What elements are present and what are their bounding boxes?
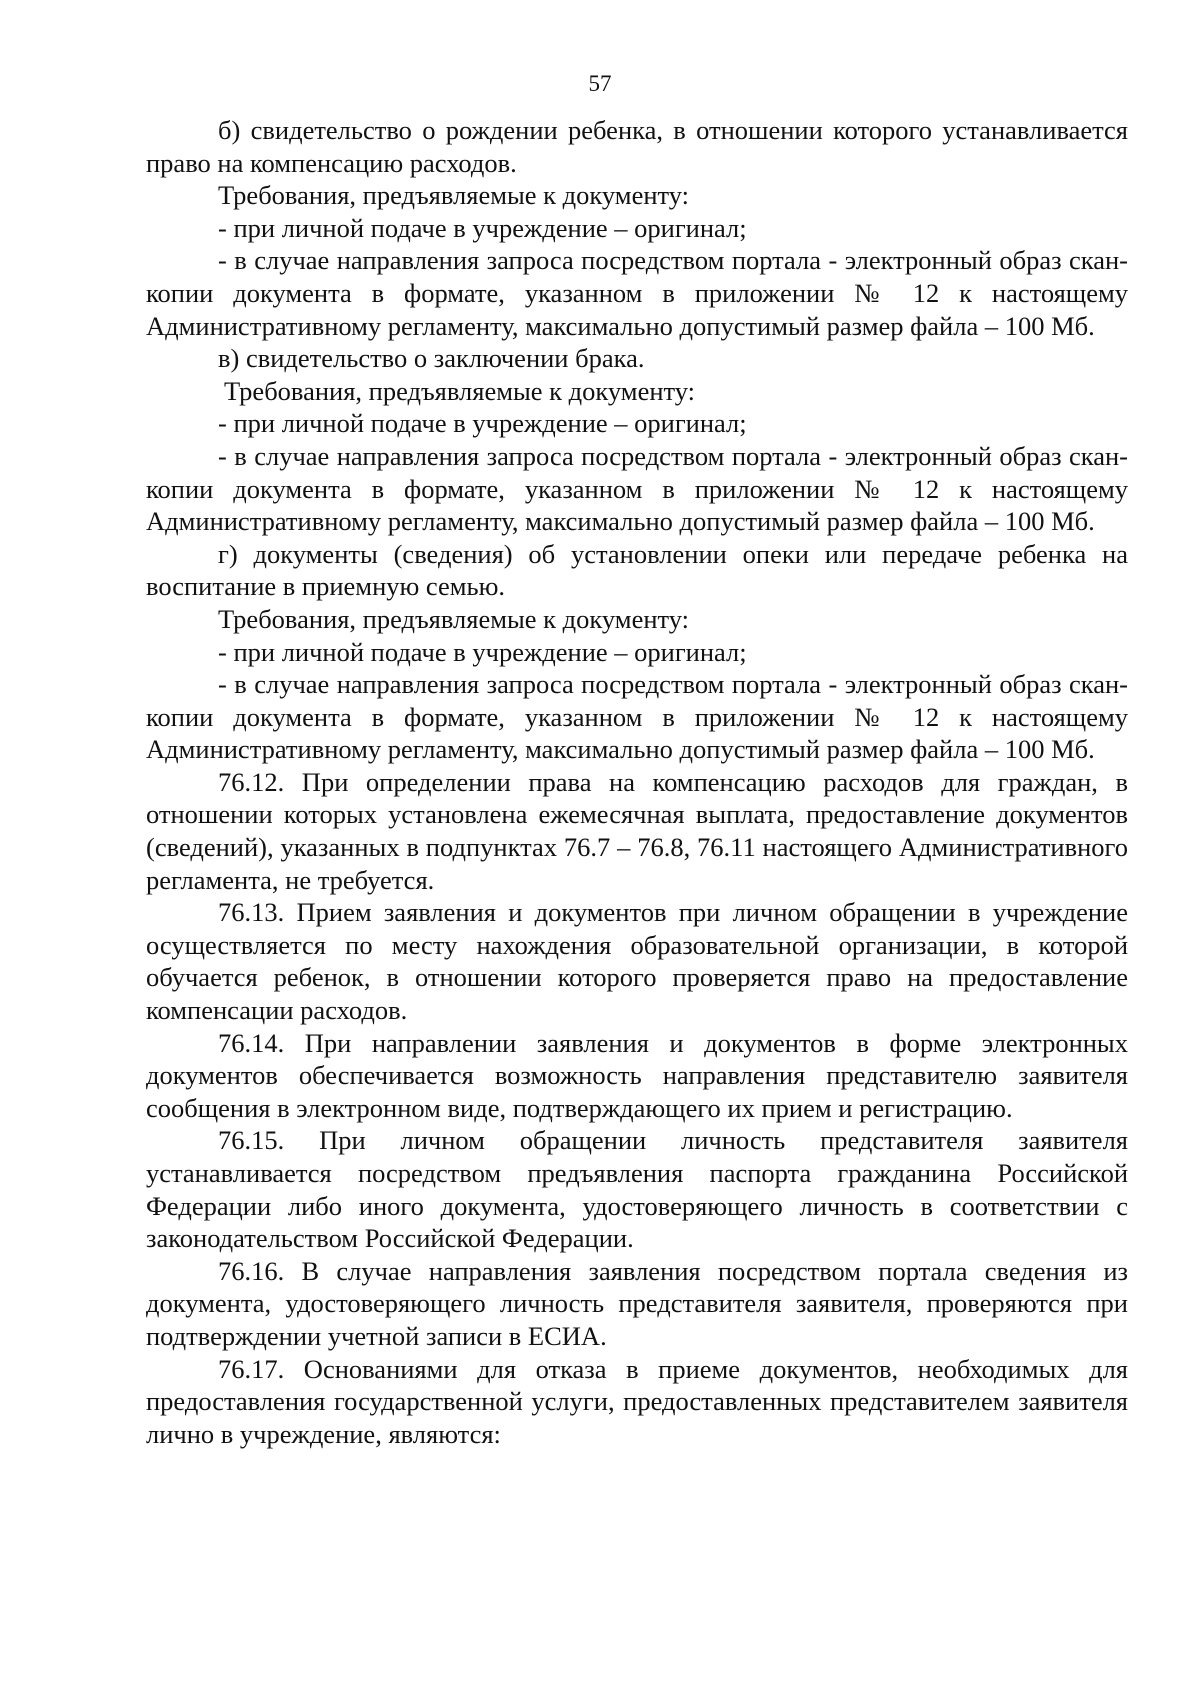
paragraph-15: 76.14. При направлении заявления и документов в форме электронных документов обеспечивается возможность направления представителю заявителя сообщения в электронном виде, подтверждающего их прием и регистрацию.: [146, 1027, 1128, 1123]
paragraph-14: 76.13. Прием заявления и документов при личном обращении в учреждение осуществляется по месту нахождения образовательной организации, в которой обучается ребенок, в отношении которого проверяется право на предоставление компенсации расходов.: [146, 897, 1128, 1026]
paragraph-1: б) свидетельство о рождении ребенка, в отношении которого устанавливается право на компенсацию расходов.: [146, 115, 1128, 178]
paragraph-10: Требования, предъявляемые к документу:: [218, 603, 690, 634]
page-number: 57: [588, 71, 612, 96]
paragraph-16: 76.15. При личном обращении личность представителя заявителя устанавливается посредством предъявления паспорта гражданина Российской Федерации либо иного документа, удостоверяющего личность в соответствии с законодательством Российской Федерации.: [146, 1125, 1128, 1254]
paragraph-6: Требования, предъявляемые к документу:: [224, 375, 696, 406]
paragraph-9: г) документы (сведения) об установлении опеки или передаче ребенка на воспитание в приемную семью.: [146, 538, 1128, 602]
paragraph-2: Требования, предъявляемые к документу:: [218, 180, 690, 211]
paragraph-11: - при личной подаче в учреждение – оригинал;: [218, 636, 747, 667]
paragraph-17: 76.16. В случае направления заявления посредством портала сведения из документа, удостоверяющего личность представителя заявителя, проверяются при подтверждении учетной записи в ЕСИА.: [146, 1255, 1128, 1351]
paragraph-4: - в случае направления запроса посредством портала - электронный образ скан-копии документа в формате, указанном в приложении № 12 к настоящему Административному регламенту, максимально допустимый размер файла – 100 Мб.: [146, 245, 1128, 341]
paragraph-3: - при личной подаче в учреждение – оригинал;: [218, 212, 747, 243]
paragraph-12: - в случае направления запроса посредством портала - электронный образ скан-копии документа в формате, указанном в приложении № 12 к настоящему Административному регламенту, максимально допустимый размер файла – 100 Мб.: [146, 669, 1128, 765]
paragraph-13: 76.12. При определении права на компенсацию расходов для граждан, в отношении которых установлена ежемесячная выплата, предоставление документов (сведений), указанных в подпунктах 76.7 – 76.8, 76.11 настоящего Административного регламента, не требуется.: [146, 766, 1128, 895]
document-body: [146, 114, 1128, 1450]
paragraph-5: в) свидетельство о заключении брака.: [218, 343, 645, 374]
paragraph-7: - при личной подаче в учреждение – оригинал;: [218, 408, 747, 439]
paragraph-18: 76.17. Основаниями для отказа в приеме документов, необходимых для предоставления государственной услуги, предоставленных представителем заявителя лично в учреждение, являются:: [146, 1353, 1128, 1449]
paragraph-8: - в случае направления запроса посредством портала - электронный образ скан-копии документа в формате, указанном в приложении № 12 к настоящему Административному регламенту, максимально допустимый размер файла – 100 Мб.: [146, 440, 1128, 537]
